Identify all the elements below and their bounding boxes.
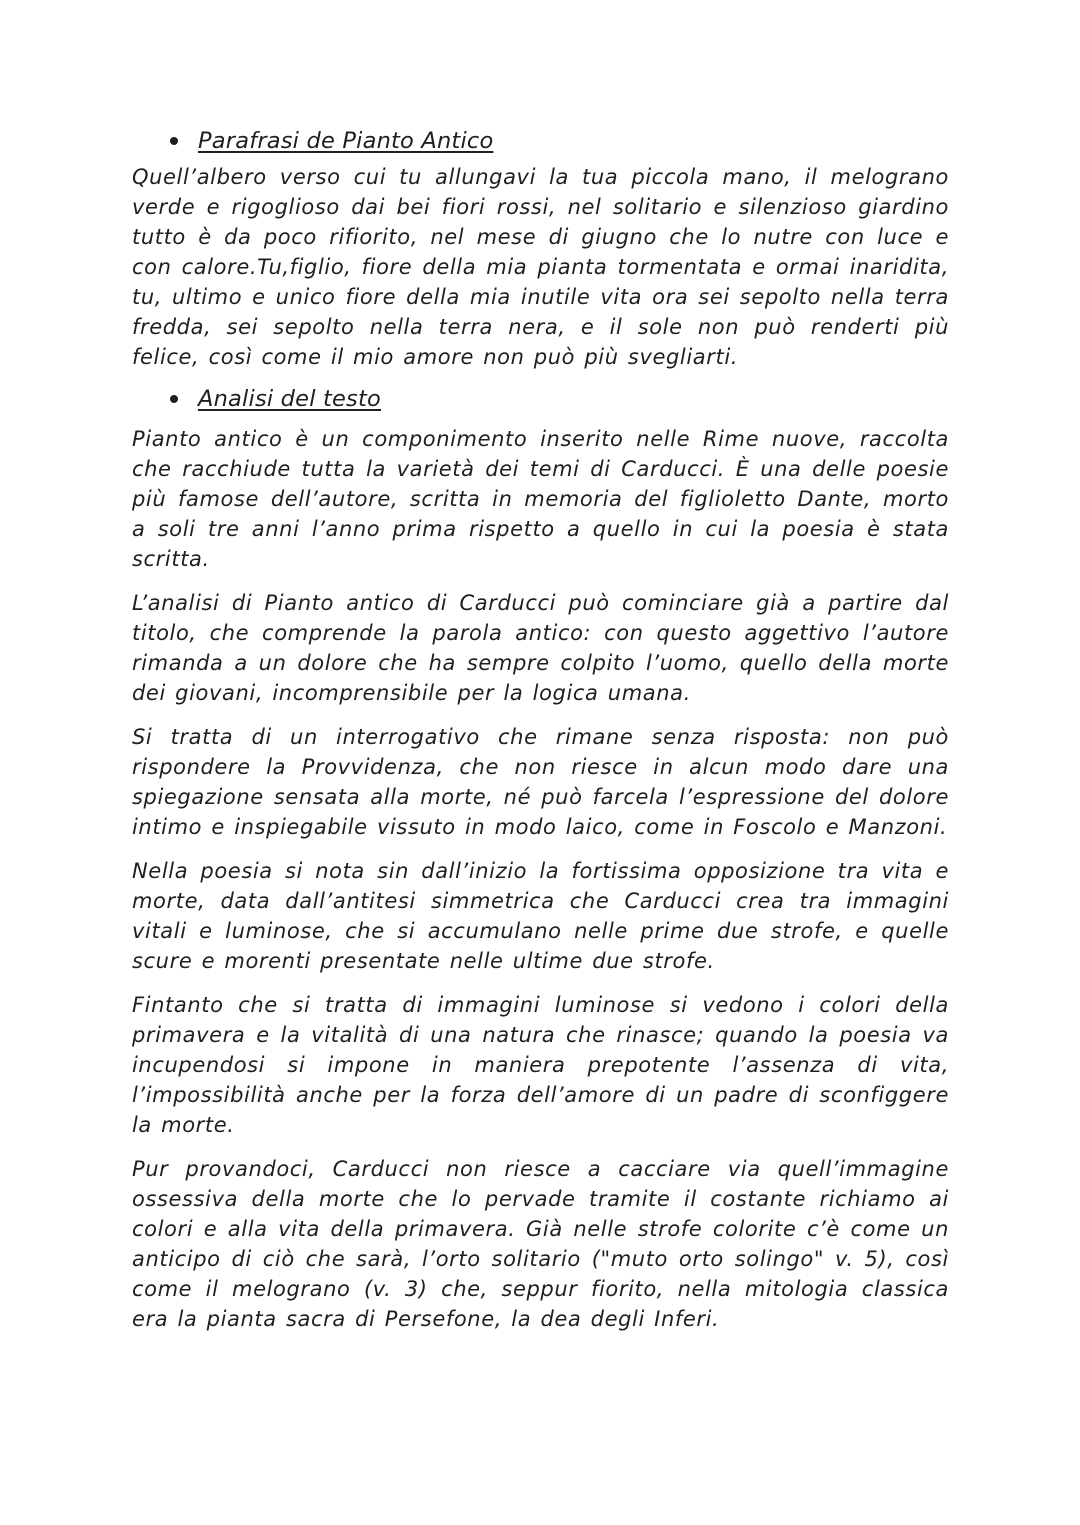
bullet-icon: [170, 137, 178, 145]
document-page: [132, 128, 949, 1334]
heading-text: Analisi del testo: [198, 386, 381, 412]
bullet-icon: [170, 395, 178, 403]
section-heading-analisi: [132, 386, 949, 412]
heading-text: Parafrasi de Pianto Antico: [198, 128, 494, 154]
paragraph-analisi-6: Pur provandoci, Carducci non riesce a cacciare via quell’immagine ossessiva della morte che lo pervade tramite il costante richiamo ai colori e alla vita della primavera. Già nelle strofe colorite c’è come un anticipo di ciò che sarà, l’orto solitario ("muto orto solingo" v. 5), così come il melograno (v. 3) che, seppur fiorito, nella mitologia classica era la pianta sacra di Persefone, la dea degli Inferi.: [132, 1157, 949, 1331]
paragraph-parafrasi: Quell’albero verso cui tu allungavi la tua piccola mano, il melograno verde e rigoglioso dai bei fiori rossi, nel solitario e silenzioso giardino tutto è da poco rifiorito, nel mese di giugno che lo nutre con luce e con calore.Tu,figlio, fiore della mia pianta tormentata e ormai inaridita, tu, ultimo e unico fiore della mia inutile vita ora sei sepolto nella terra fredda, sei sepolto nella terra nera, e il sole non può renderti più felice, così come il mio amore non può più svegliarti.: [132, 165, 949, 369]
paragraph-analisi-5: Fintanto che si tratta di immagini luminose si vedono i colori della primavera e la vitalità di una natura che rinasce; quando la poesia va incupendosi si impone in maniera prepotente l’assenza di vita, l’impossibilità anche per la forza dell’amore di un padre di sconfiggere la morte.: [132, 993, 949, 1137]
paragraph-analisi-2: L’analisi di Pianto antico di Carducci può cominciare già a partire dal titolo, che comprende la parola antico: con questo aggettivo l’autore rimanda a un dolore che ha sempre colpito l’uomo, quello della morte dei giovani, incomprensibile per la logica umana.: [132, 591, 949, 705]
section-heading-parafrasi: [132, 128, 949, 154]
paragraph-analisi-4: Nella poesia si nota sin dall’inizio la fortissima opposizione tra vita e morte, data dall’antitesi simmetrica che Carducci crea tra immagini vitali e luminose, che si accumulano nelle prime due strofe, e quelle scure e morenti presentate nelle ultime due strofe.: [132, 859, 949, 973]
paragraph-analisi-1: Pianto antico è un componimento inserito nelle Rime nuove, raccolta che racchiude tutta la varietà dei temi di Carducci. È una delle poesie più famose dell’autore, scritta in memoria del figlioletto Dante, morto a soli tre anni l’anno prima rispetto a quello in cui la poesia è stata scritta.: [132, 427, 949, 571]
paragraph-analisi-3: Si tratta di un interrogativo che rimane senza risposta: non può rispondere la Provvidenza, che non riesce in alcun modo dare una spiegazione sensata alla morte, né può farcela l’espressione del dolore intimo e inspiegabile vissuto in modo laico, come in Foscolo e Manzoni.: [132, 725, 949, 839]
